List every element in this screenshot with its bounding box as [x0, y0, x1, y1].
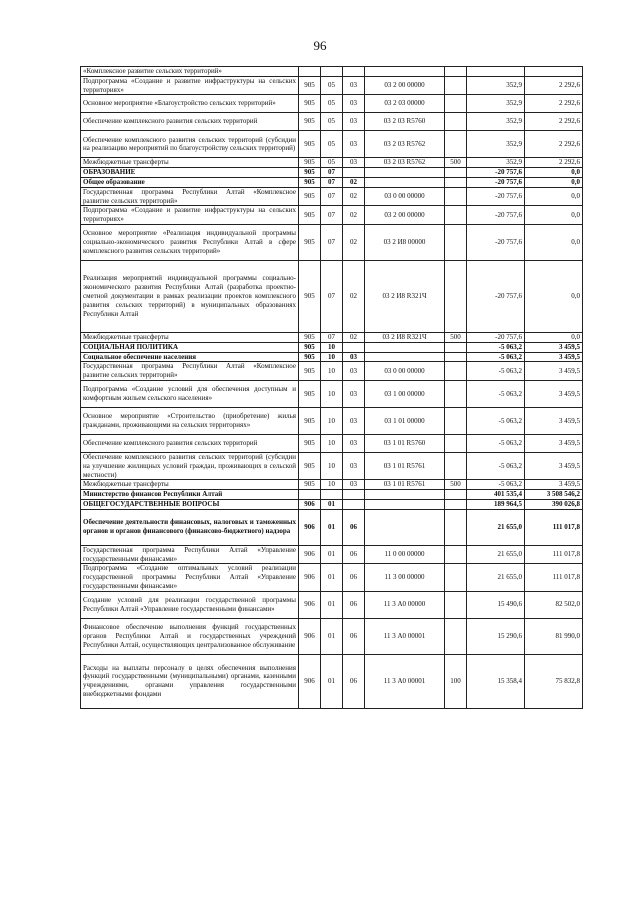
table-row: [81, 67, 583, 77]
target-article-code: 03 2 00 00000: [365, 206, 445, 225]
expense-type-code: [445, 187, 467, 206]
subsection-code: 02: [343, 206, 365, 225]
row-name: «Комплексное развитие сельских территорий»: [81, 67, 299, 77]
section-code: 05: [321, 76, 343, 95]
admin-code: [299, 67, 321, 77]
table-row: [81, 332, 583, 342]
expense-type-code: [445, 260, 467, 332]
section-code: [321, 67, 343, 77]
subsection-code: 06: [343, 618, 365, 654]
amount-year-2: 111 017,8: [525, 564, 583, 591]
subsection-code: 03: [343, 352, 365, 362]
admin-code: 906: [299, 509, 321, 545]
amount-year-2: 3 459,5: [525, 342, 583, 352]
target-article-code: 11 3 00 00000: [365, 564, 445, 591]
amount-year-1: -20 757,6: [467, 332, 525, 342]
admin-code: 905: [299, 158, 321, 168]
amount-year-2: 0,0: [525, 224, 583, 260]
section-code: 01: [321, 618, 343, 654]
subsection-code: 03: [343, 452, 365, 479]
amount-year-2: 3 459,5: [525, 480, 583, 490]
expense-type-code: [445, 67, 467, 77]
target-article-code: 03 2 И8 R321Ч: [365, 332, 445, 342]
amount-year-1: 352,9: [467, 131, 525, 158]
admin-code: 905: [299, 362, 321, 381]
table-row: [81, 342, 583, 352]
row-name: Подпрограмма «Создание и развитие инфраструктуры на сельских территориях»: [81, 76, 299, 95]
row-name: Создание условий для реализации государственной программы Республики Алтай «Управление государственными финансами»: [81, 591, 299, 618]
subsection-code: 02: [343, 332, 365, 342]
amount-year-2: 390 026,8: [525, 499, 583, 509]
admin-code: 905: [299, 95, 321, 113]
expense-type-code: [445, 224, 467, 260]
section-code: 01: [321, 591, 343, 618]
amount-year-2: 3 459,5: [525, 407, 583, 434]
expense-type-code: [445, 95, 467, 113]
budget-table: [80, 66, 583, 709]
subsection-code: [343, 342, 365, 352]
amount-year-1: [467, 67, 525, 77]
table-row: [81, 654, 583, 708]
amount-year-2: 0,0: [525, 332, 583, 342]
admin-code: 906: [299, 564, 321, 591]
table-row: [81, 362, 583, 381]
amount-year-1: -20 757,6: [467, 187, 525, 206]
row-name: Министерство финансов Республики Алтай: [81, 490, 299, 500]
amount-year-2: 2 292,6: [525, 113, 583, 131]
target-article-code: [365, 499, 445, 509]
amount-year-1: -20 757,6: [467, 168, 525, 178]
section-code: 05: [321, 113, 343, 131]
row-name: Межбюджетные трансферты: [81, 480, 299, 490]
row-name: Основное мероприятие «Благоустройство сельских территорий»: [81, 95, 299, 113]
subsection-code: 03: [343, 113, 365, 131]
subsection-code: 03: [343, 95, 365, 113]
row-name: СОЦИАЛЬНАЯ ПОЛИТИКА: [81, 342, 299, 352]
expense-type-code: [445, 352, 467, 362]
amount-year-1: 401 535,4: [467, 490, 525, 500]
admin-code: 905: [299, 224, 321, 260]
expense-type-code: [445, 168, 467, 178]
row-name: Обеспечение комплексного развития сельских территорий (субсидии на улучшение жилищных условий граждан, проживающих в сельской местности): [81, 452, 299, 479]
table-row: [81, 352, 583, 362]
admin-code: 905: [299, 434, 321, 452]
amount-year-1: -20 757,6: [467, 260, 525, 332]
admin-code: [299, 490, 321, 500]
target-article-code: 11 3 А0 00001: [365, 654, 445, 708]
section-code: 05: [321, 95, 343, 113]
target-article-code: 03 2 00 00000: [365, 76, 445, 95]
expense-type-code: [445, 407, 467, 434]
page-number: 96: [313, 38, 327, 53]
table-row: [81, 76, 583, 95]
section-code: 07: [321, 206, 343, 225]
subsection-code: 06: [343, 545, 365, 564]
row-name: Обеспечение комплексного развития сельских территорий: [81, 434, 299, 452]
section-code: 10: [321, 452, 343, 479]
amount-year-1: 21 655,0: [467, 509, 525, 545]
table-row: [81, 480, 583, 490]
amount-year-1: -5 063,2: [467, 407, 525, 434]
table-row: [81, 490, 583, 500]
amount-year-1: -5 063,2: [467, 352, 525, 362]
section-code: 10: [321, 480, 343, 490]
target-article-code: [365, 509, 445, 545]
admin-code: 906: [299, 591, 321, 618]
table-row: [81, 206, 583, 225]
amount-year-1: -20 757,6: [467, 224, 525, 260]
admin-code: 905: [299, 407, 321, 434]
target-article-code: 03 2 03 R5762: [365, 131, 445, 158]
expense-type-code: 500: [445, 158, 467, 168]
target-article-code: 03 2 И8 R321Ч: [365, 260, 445, 332]
amount-year-1: -20 757,6: [467, 177, 525, 187]
amount-year-2: 3 508 546,2: [525, 490, 583, 500]
subsection-code: 03: [343, 158, 365, 168]
row-name: Социальное обеспечение населения: [81, 352, 299, 362]
target-article-code: 03 2 И8 00000: [365, 224, 445, 260]
target-article-code: 03 0 00 00000: [365, 362, 445, 381]
expense-type-code: [445, 362, 467, 381]
row-name: Обеспечение комплексного развития сельских территорий (субсидии на реализацию мероприятий по благоустройству сельских территорий): [81, 131, 299, 158]
amount-year-2: 111 017,8: [525, 545, 583, 564]
admin-code: 905: [299, 342, 321, 352]
row-name: Подпрограмма «Создание и развитие инфраструктуры на сельских территориях»: [81, 206, 299, 225]
amount-year-2: 2 292,6: [525, 95, 583, 113]
amount-year-1: 15 490,6: [467, 591, 525, 618]
subsection-code: [343, 499, 365, 509]
target-article-code: [365, 177, 445, 187]
amount-year-1: 352,9: [467, 158, 525, 168]
table-row: [81, 177, 583, 187]
expense-type-code: 500: [445, 480, 467, 490]
amount-year-2: 3 459,5: [525, 362, 583, 381]
admin-code: 905: [299, 76, 321, 95]
amount-year-1: -5 063,2: [467, 362, 525, 381]
expense-type-code: [445, 342, 467, 352]
expense-type-code: [445, 509, 467, 545]
admin-code: 905: [299, 260, 321, 332]
subsection-code: 03: [343, 434, 365, 452]
admin-code: 905: [299, 131, 321, 158]
table-row: [81, 591, 583, 618]
admin-code: 906: [299, 654, 321, 708]
target-article-code: 03 2 03 00000: [365, 95, 445, 113]
section-code: 01: [321, 499, 343, 509]
table-row: [81, 158, 583, 168]
section-code: 07: [321, 260, 343, 332]
table-row: [81, 260, 583, 332]
admin-code: 905: [299, 480, 321, 490]
target-article-code: 03 2 03 R5762: [365, 158, 445, 168]
row-name: Межбюджетные трансферты: [81, 158, 299, 168]
table-row: [81, 187, 583, 206]
section-code: 05: [321, 131, 343, 158]
target-article-code: 03 1 01 R5760: [365, 434, 445, 452]
expense-type-code: [445, 564, 467, 591]
admin-code: 905: [299, 113, 321, 131]
expense-type-code: [445, 434, 467, 452]
row-name: ОБЩЕГОСУДАРСТВЕННЫЕ ВОПРОСЫ: [81, 499, 299, 509]
subsection-code: [343, 490, 365, 500]
row-name: ОБРАЗОВАНИЕ: [81, 168, 299, 178]
row-name: Обеспечение комплексного развития сельских территорий: [81, 113, 299, 131]
subsection-code: 02: [343, 177, 365, 187]
table-row: [81, 452, 583, 479]
amount-year-2: 0,0: [525, 168, 583, 178]
row-name: Финансовое обеспечение выполнения функций государственных органов Республики Алтай и государственных учреждений Республики Алтай, осуществляющих централизованное обслуживание: [81, 618, 299, 654]
target-article-code: 11 0 00 00000: [365, 545, 445, 564]
subsection-code: [343, 67, 365, 77]
expense-type-code: [445, 131, 467, 158]
amount-year-2: 111 017,8: [525, 509, 583, 545]
expense-type-code: [445, 490, 467, 500]
subsection-code: 03: [343, 76, 365, 95]
amount-year-2: 75 832,8: [525, 654, 583, 708]
subsection-code: [343, 168, 365, 178]
amount-year-2: 2 292,6: [525, 131, 583, 158]
subsection-code: 06: [343, 564, 365, 591]
section-code: 05: [321, 158, 343, 168]
section-code: 07: [321, 187, 343, 206]
subsection-code: 02: [343, 260, 365, 332]
expense-type-code: [445, 452, 467, 479]
subsection-code: 02: [343, 224, 365, 260]
section-code: 01: [321, 654, 343, 708]
expense-type-code: 100: [445, 654, 467, 708]
table-row: [81, 407, 583, 434]
amount-year-2: [525, 67, 583, 77]
amount-year-1: 15 358,4: [467, 654, 525, 708]
target-article-code: [365, 168, 445, 178]
section-code: 07: [321, 332, 343, 342]
table-row: [81, 618, 583, 654]
target-article-code: [365, 490, 445, 500]
expense-type-code: [445, 177, 467, 187]
section-code: 07: [321, 177, 343, 187]
section-code: 10: [321, 342, 343, 352]
row-name: Общее образование: [81, 177, 299, 187]
expense-type-code: [445, 618, 467, 654]
amount-year-2: 2 292,6: [525, 158, 583, 168]
section-code: 10: [321, 407, 343, 434]
table-row: [81, 564, 583, 591]
amount-year-2: 0,0: [525, 260, 583, 332]
table-row: [81, 380, 583, 407]
admin-code: 905: [299, 452, 321, 479]
amount-year-2: 82 502,0: [525, 591, 583, 618]
section-code: [321, 490, 343, 500]
target-article-code: [365, 352, 445, 362]
table-row: [81, 224, 583, 260]
expense-type-code: [445, 113, 467, 131]
table-row: [81, 95, 583, 113]
table-row: [81, 509, 583, 545]
amount-year-1: -5 063,2: [467, 434, 525, 452]
amount-year-2: 0,0: [525, 177, 583, 187]
expense-type-code: 500: [445, 332, 467, 342]
target-article-code: 03 2 03 R5760: [365, 113, 445, 131]
subsection-code: 02: [343, 187, 365, 206]
row-name: Государственная программа Республики Алтай «Комплексное развитие сельских территорий»: [81, 362, 299, 381]
target-article-code: [365, 342, 445, 352]
admin-code: 906: [299, 545, 321, 564]
section-code: 10: [321, 380, 343, 407]
row-name: Основное мероприятие «Реализация индивидуальной программы социально-экономического развития Республики Алтай в сфере комплексного развития сельских территорий»: [81, 224, 299, 260]
amount-year-1: 21 655,0: [467, 545, 525, 564]
target-article-code: [365, 67, 445, 77]
expense-type-code: [445, 206, 467, 225]
amount-year-2: 3 459,5: [525, 452, 583, 479]
amount-year-1: -5 063,2: [467, 452, 525, 479]
admin-code: 906: [299, 618, 321, 654]
table-row: [81, 499, 583, 509]
amount-year-1: 352,9: [467, 76, 525, 95]
target-article-code: 03 1 01 R5761: [365, 452, 445, 479]
admin-code: 905: [299, 168, 321, 178]
target-article-code: 11 3 А0 00000: [365, 591, 445, 618]
section-code: 07: [321, 168, 343, 178]
expense-type-code: [445, 545, 467, 564]
admin-code: 906: [299, 499, 321, 509]
amount-year-2: 0,0: [525, 206, 583, 225]
admin-code: 905: [299, 206, 321, 225]
subsection-code: 03: [343, 380, 365, 407]
row-name: Реализация мероприятий индивидуальной программы социально-экономического развития Республики Алтай (разработка проектно-сметной документации в рамках реализации проектов комплексного развития сельских территорий) в муниципальных образованиях Республики Алтай: [81, 260, 299, 332]
amount-year-1: 352,9: [467, 113, 525, 131]
amount-year-2: 2 292,6: [525, 76, 583, 95]
amount-year-1: 15 290,6: [467, 618, 525, 654]
section-code: 01: [321, 564, 343, 591]
target-article-code: 03 1 01 00000: [365, 407, 445, 434]
amount-year-2: 0,0: [525, 187, 583, 206]
subsection-code: 06: [343, 591, 365, 618]
amount-year-2: 3 459,5: [525, 434, 583, 452]
expense-type-code: [445, 591, 467, 618]
admin-code: 905: [299, 352, 321, 362]
subsection-code: 06: [343, 654, 365, 708]
target-article-code: 03 1 00 00000: [365, 380, 445, 407]
amount-year-1: 21 655,0: [467, 564, 525, 591]
subsection-code: 03: [343, 480, 365, 490]
section-code: 10: [321, 362, 343, 381]
row-name: Государственная программа Республики Алтай «Управление государственными финансами»: [81, 545, 299, 564]
amount-year-1: 352,9: [467, 95, 525, 113]
table-row: [81, 434, 583, 452]
amount-year-1: -5 063,2: [467, 342, 525, 352]
target-article-code: 03 1 01 R5761: [365, 480, 445, 490]
amount-year-1: -20 757,6: [467, 206, 525, 225]
section-code: 07: [321, 224, 343, 260]
target-article-code: 11 3 А0 00001: [365, 618, 445, 654]
expense-type-code: [445, 499, 467, 509]
amount-year-1: -5 063,2: [467, 380, 525, 407]
admin-code: 905: [299, 187, 321, 206]
expense-type-code: [445, 380, 467, 407]
target-article-code: 03 0 00 00000: [365, 187, 445, 206]
row-name: Межбюджетные трансферты: [81, 332, 299, 342]
section-code: 01: [321, 509, 343, 545]
admin-code: 905: [299, 332, 321, 342]
row-name: Подпрограмма «Создание условий для обеспечения доступным и комфортным жильем сельского населения»: [81, 380, 299, 407]
amount-year-1: 189 964,5: [467, 499, 525, 509]
section-code: 01: [321, 545, 343, 564]
amount-year-1: -5 063,2: [467, 480, 525, 490]
section-code: 10: [321, 352, 343, 362]
row-name: Расходы на выплаты персоналу в целях обеспечения выполнения функций государственными (муниципальными) органами, казенными учреждениями, органами управления государственными внебюджетными фондами: [81, 654, 299, 708]
subsection-code: 03: [343, 131, 365, 158]
row-name: Основное мероприятие «Строительство (приобретение) жилья гражданами, проживающими на сельских территориях»: [81, 407, 299, 434]
subsection-code: 06: [343, 509, 365, 545]
admin-code: 905: [299, 380, 321, 407]
admin-code: 905: [299, 177, 321, 187]
subsection-code: 03: [343, 407, 365, 434]
amount-year-2: 3 459,5: [525, 380, 583, 407]
table-row: [81, 545, 583, 564]
row-name: Государственная программа Республики Алтай «Комплексное развитие сельских территорий»: [81, 187, 299, 206]
section-code: 10: [321, 434, 343, 452]
subsection-code: 03: [343, 362, 365, 381]
amount-year-2: 81 990,0: [525, 618, 583, 654]
row-name: Подпрограмма «Создание оптимальных условий реализации государственной программы Республики Алтай «Управление государственными финансами»: [81, 564, 299, 591]
table-row: [81, 168, 583, 178]
amount-year-2: 3 459,5: [525, 352, 583, 362]
table-row: [81, 113, 583, 131]
table-row: [81, 131, 583, 158]
expense-type-code: [445, 76, 467, 95]
row-name: Обеспечение деятельности финансовых, налоговых и таможенных органов и органов финансового (финансово-бюджетного) надзора: [81, 509, 299, 545]
